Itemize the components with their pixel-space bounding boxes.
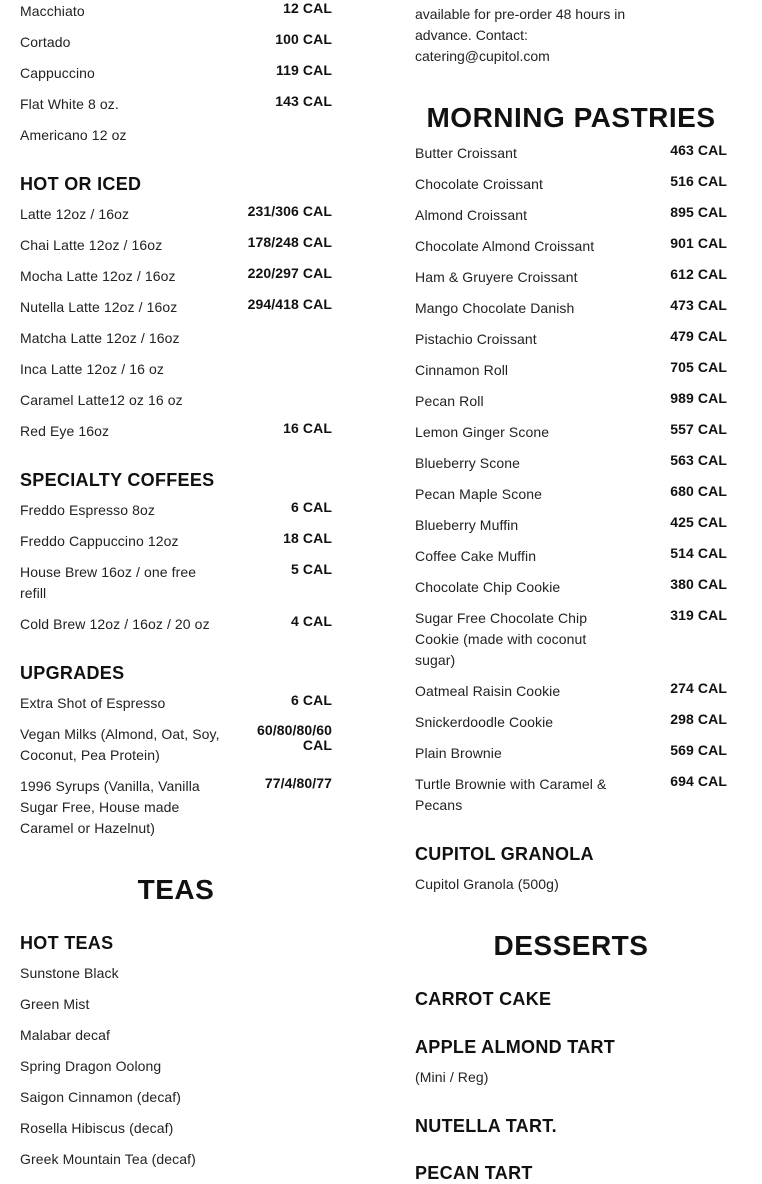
menu-item [20,693,332,714]
menu-item [20,531,332,552]
item-name: Malabar decaf [20,1027,111,1043]
item-name: Freddo Cappuccino 12oz [20,533,179,549]
menu-item [20,328,332,349]
item-name: House Brew 16oz / one free refill [20,564,197,601]
item-calories: 901 CAL [670,235,727,251]
item-name: Coffee Cake Muffin [415,548,537,564]
item-calories: 680 CAL [670,483,727,499]
item-name: Blueberry Scone [415,455,521,471]
item-name: Caramel Latte12 oz 16 oz [20,392,183,408]
menu-item [20,32,332,53]
item-calories: 473 CAL [670,297,727,313]
item-calories: 705 CAL [670,359,727,375]
item-name: Chai Latte 12oz / 16oz [20,237,163,253]
item-calories: 563 CAL [670,452,727,468]
menu-item [20,390,332,411]
item-calories: 231/306 CAL [247,203,332,219]
item-name: Extra Shot of Espresso [20,695,166,711]
menu-item [415,422,727,443]
menu-item [415,1067,727,1088]
item-name: Greek Mountain Tea (decaf) [20,1151,196,1167]
item-name: Lemon Ginger Scone [415,424,550,440]
item-name: Chocolate Croissant [415,176,543,192]
item-name: Butter Croissant [415,145,517,161]
menu-item [20,500,332,521]
item-calories: 18 CAL [283,530,332,546]
item-name: Cinnamon Roll [415,362,509,378]
item-name: Nutella Latte 12oz / 16oz [20,299,178,315]
item-name: Sunstone Black [20,965,119,981]
item-calories: 294/418 CAL [247,296,332,312]
menu-item [20,1025,332,1046]
item-name: Green Mist [20,996,90,1012]
menu-item [415,329,727,350]
menu-item [20,1149,332,1170]
menu-item [20,421,332,442]
item-name: Macchiato [20,3,85,19]
item-calories: 516 CAL [670,173,727,189]
item-calories: 425 CAL [670,514,727,530]
menu-item [415,484,727,505]
item-name: Pistachio Croissant [415,331,537,347]
item-name: Cold Brew 12oz / 16oz / 20 oz [20,616,210,632]
section-title-carrot-cake: CARROT CAKE [415,989,552,1009]
item-name: Blueberry Muffin [415,517,519,533]
item-name: Cupitol Granola (500g) [415,876,559,892]
item-calories: 479 CAL [670,328,727,344]
item-calories: 77/4/80/77 [264,775,332,791]
item-calories: 178/248 CAL [247,234,332,250]
item-name: Cortado [20,34,71,50]
menu-item [20,63,332,84]
item-calories: 6 CAL [291,499,332,515]
menu-item [20,724,332,766]
item-calories: 220/297 CAL [247,265,332,281]
menu-item [20,614,332,635]
item-name: Pecan Roll [415,393,484,409]
item-name: Mango Chocolate Danish [415,300,575,316]
menu-item [20,297,332,318]
menu-item [20,235,332,256]
item-calories: 12 CAL [283,0,332,16]
item-name: Ham & Gruyere Croissant [415,269,578,285]
item-calories: 16 CAL [283,420,332,436]
menu-item [20,776,332,839]
menu-item [20,963,332,984]
item-name: Matcha Latte 12oz / 16oz [20,330,180,346]
section-title-nutella-tart: NUTELLA TART. [415,1116,557,1136]
item-calories: 4 CAL [291,613,332,629]
item-name: Chocolate Chip Cookie [415,579,561,595]
menu-item [20,562,332,604]
menu-item [415,515,727,536]
item-name: Flat White 8 oz. [20,96,119,112]
item-name: Chocolate Almond Croissant [415,238,595,254]
menu-item [20,125,332,146]
item-name: Latte 12oz / 16oz [20,206,130,222]
item-calories: 5 CAL [291,561,332,577]
item-name: Inca Latte 12oz / 16 oz [20,361,164,377]
menu-item [415,774,727,816]
menu-item [415,236,727,257]
item-calories: 6 CAL [291,692,332,708]
menu-item [20,994,332,1015]
menu-item [20,94,332,115]
item-name: Oatmeal Raisin Cookie [415,683,561,699]
menu-item [20,1056,332,1077]
heading-teas: TEAS [137,874,215,905]
menu-item [415,267,727,288]
menu-item [20,266,332,287]
heading-morning-pastries: MORNING PASTRIES [426,102,716,133]
section-title-upgrades: UPGRADES [20,663,125,683]
heading-desserts: DESSERTS [493,930,649,961]
menu-item [20,359,332,380]
item-name: Snickerdoodle Cookie [415,714,554,730]
menu-item [415,205,727,226]
menu-item [415,743,727,764]
item-calories: 514 CAL [670,545,727,561]
item-name: Saigon Cinnamon (decaf) [20,1089,182,1105]
menu-item [415,360,727,381]
item-calories: 60/80/80/60 CAL [256,722,332,753]
item-name: Freddo Espresso 8oz [20,502,155,518]
menu-item [415,453,727,474]
menu-item [415,298,727,319]
item-name: Spring Dragon Oolong [20,1058,162,1074]
item-name: Sugar Free Chocolate Chip Cookie (made with coconut sugar) [415,610,588,668]
menu-item [20,1087,332,1108]
item-name: Rosella Hibiscus (decaf) [20,1120,174,1136]
item-name: Pecan Maple Scone [415,486,543,502]
section-title-pecan-tart: PECAN TART [415,1163,533,1183]
menu-item [415,577,727,598]
section-title-hot-teas: HOT TEAS [20,933,114,953]
item-calories: 119 CAL [276,62,332,78]
item-name: Plain Brownie [415,745,502,761]
section-title-hot-or-iced: HOT OR ICED [20,174,142,194]
item-calories: 319 CAL [670,607,727,623]
item-calories: 463 CAL [670,142,727,158]
item-calories: 298 CAL [670,711,727,727]
catering-note: available for pre-order 48 hours in advance. Contact: catering@cupitol.com [415,6,626,64]
item-name: Red Eye 16oz [20,423,110,439]
menu-item [415,143,727,164]
item-name: 1996 Syrups (Vanilla, Vanilla Sugar Free, House made Caramel or Hazelnut) [20,778,200,836]
menu-item [415,174,727,195]
section-title-cupitol-granola: CUPITOL GRANOLA [415,844,594,864]
item-calories: 569 CAL [670,742,727,758]
section-title-apple-almond-tart: APPLE ALMOND TART [415,1037,616,1057]
item-calories: 895 CAL [670,204,727,220]
item-calories: 274 CAL [670,680,727,696]
menu-item [20,1,332,22]
item-name: Mocha Latte 12oz / 16oz [20,268,176,284]
section-title-specialty-coffees: SPECIALTY COFFEES [20,470,215,490]
item-name: Vegan Milks (Almond, Oat, Soy, Coconut, Pea Protein) [20,726,220,763]
menu-item [415,874,727,895]
item-calories: 557 CAL [670,421,727,437]
item-name: Cappuccino [20,65,95,81]
item-calories: 100 CAL [275,31,332,47]
menu-item [415,391,727,412]
item-name: Turtle Brownie with Caramel & Pecans [415,776,607,813]
menu-item [415,712,727,733]
menu-item [20,1118,332,1139]
menu-item [415,546,727,567]
item-name: Almond Croissant [415,207,528,223]
item-calories: 143 CAL [275,93,332,109]
item-calories: 612 CAL [670,266,727,282]
item-calories: 694 CAL [670,773,727,789]
item-calories: 989 CAL [670,390,727,406]
menu-item [20,204,332,225]
item-sizes: (Mini / Reg) [415,1069,489,1085]
menu-item [415,608,727,671]
item-name: Americano 12 oz [20,127,127,143]
item-calories: 380 CAL [670,576,727,592]
menu-item [415,681,727,702]
